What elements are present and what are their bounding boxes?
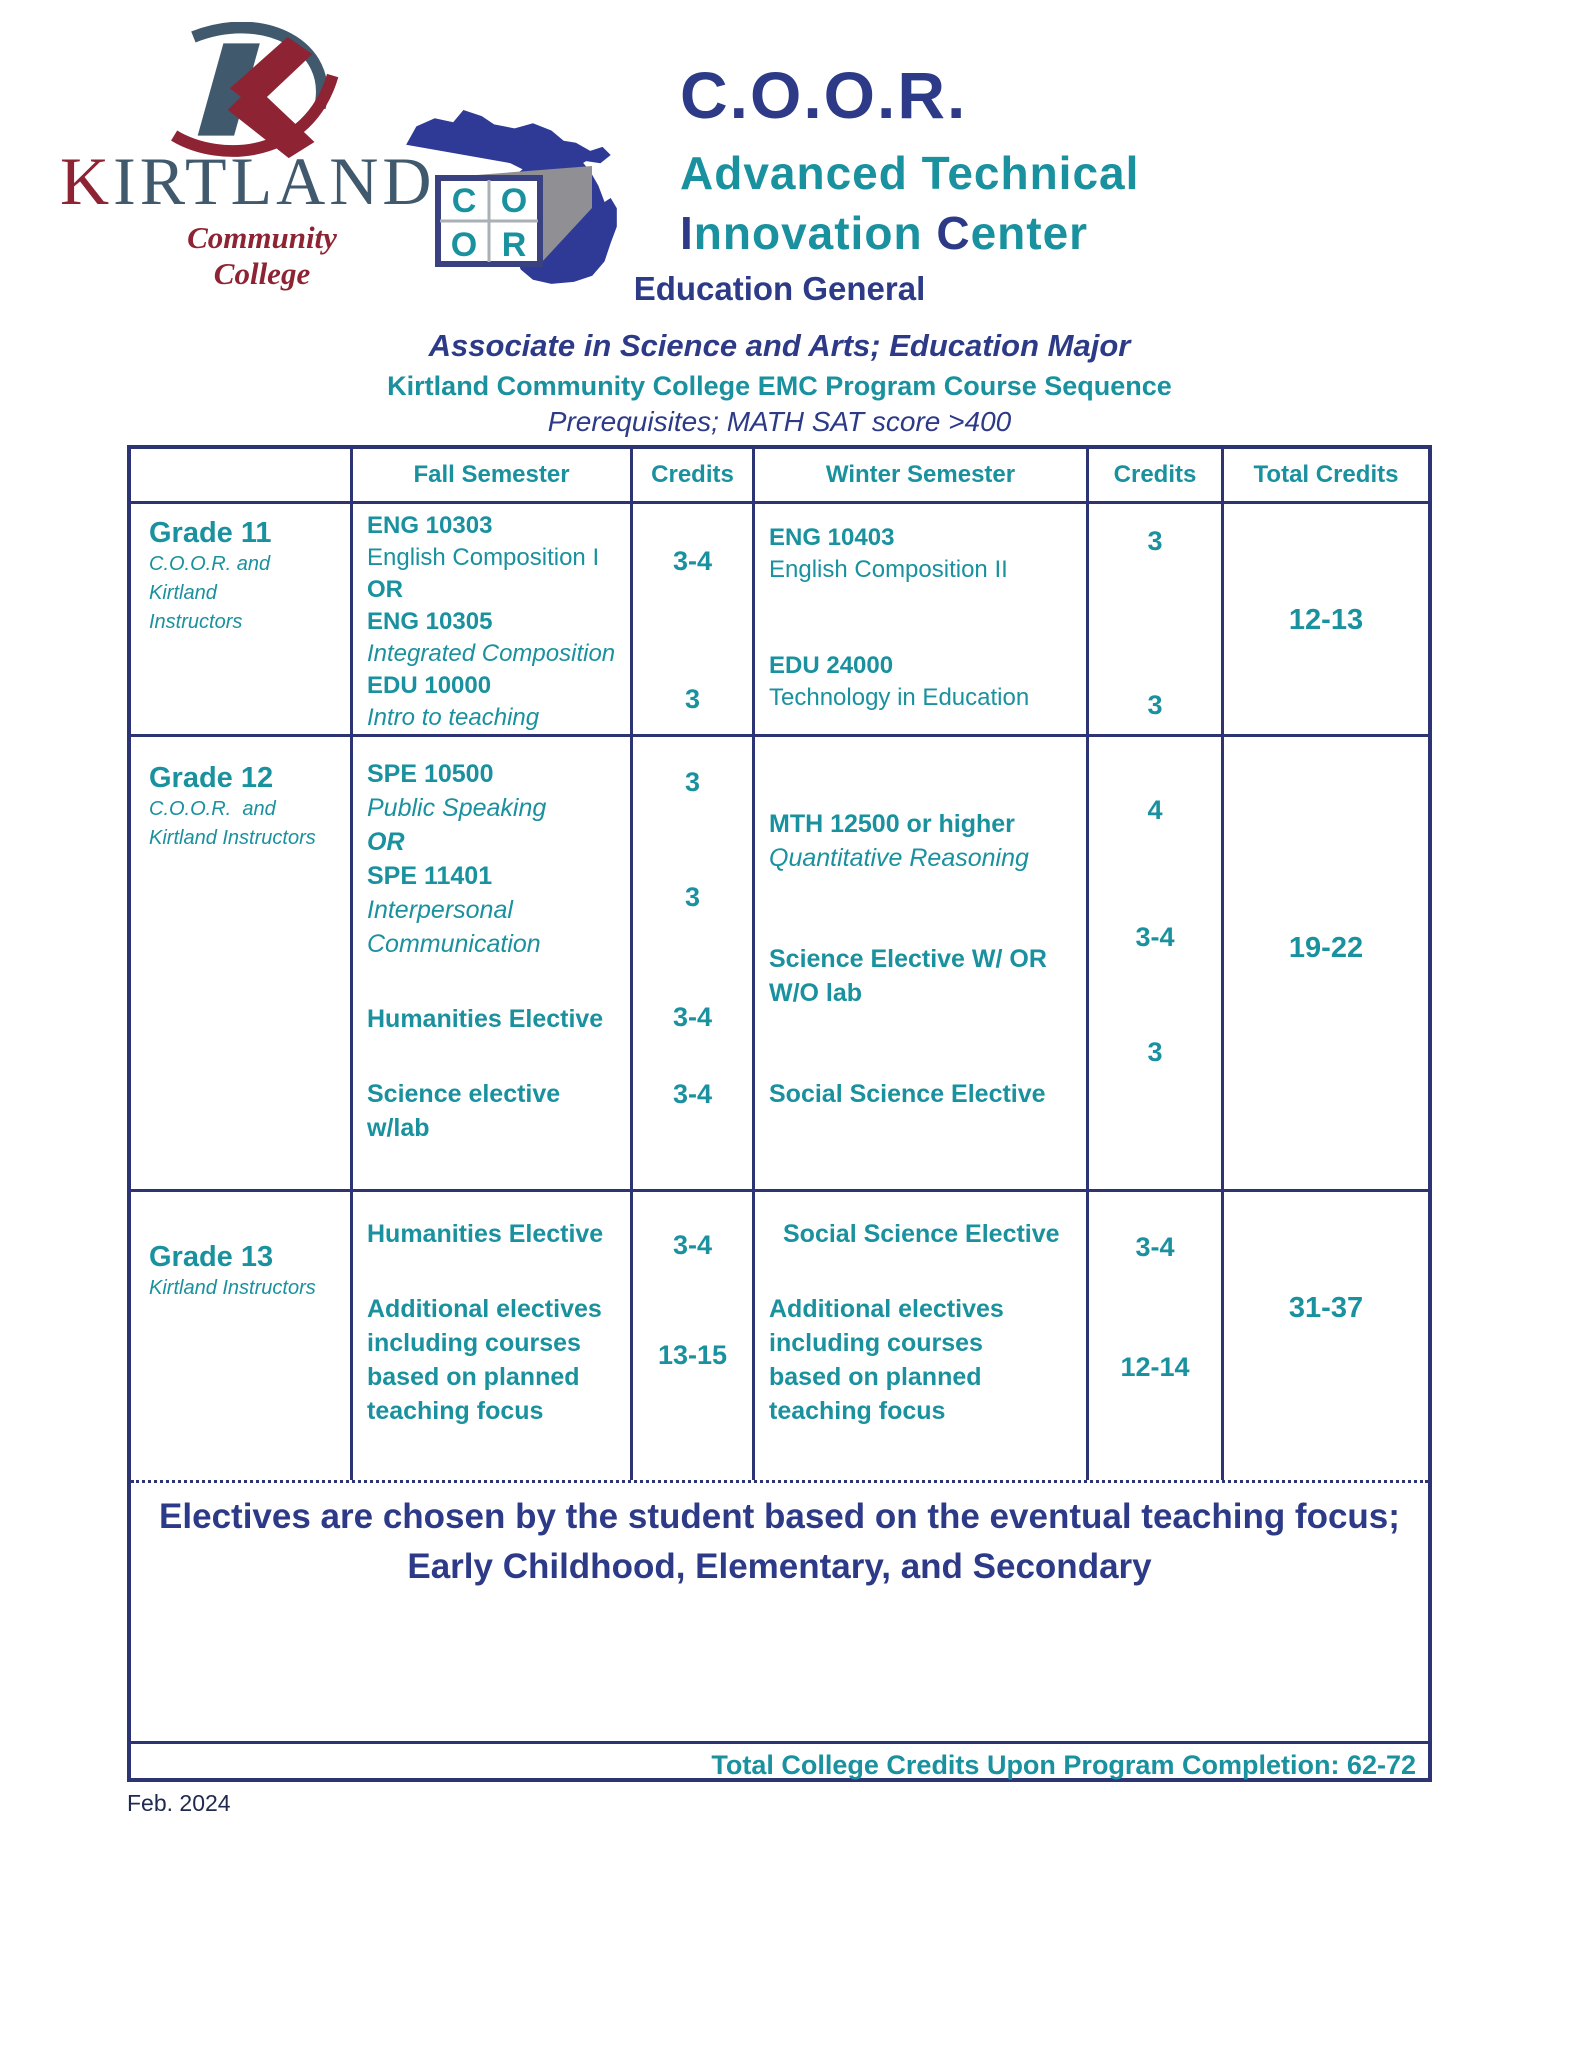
kirtland-logo: [30, 14, 460, 291]
course-title: including courses: [367, 1329, 581, 1357]
header-credits-winter: Credits: [1089, 449, 1224, 501]
document-date: Feb. 2024: [127, 1790, 231, 1816]
course-code: EDU 10000: [367, 672, 492, 699]
total-credits-value: 12-13: [1288, 604, 1364, 636]
course-code: SPE 11401: [367, 862, 493, 890]
program-total-row: [131, 1741, 1428, 1786]
header-winter-semester: Winter Semester: [755, 449, 1089, 501]
grade-12-winter-credits: [1089, 737, 1224, 1189]
course-title: based on planned: [367, 1363, 580, 1391]
course-code: ENG 10305: [367, 608, 493, 635]
grade-11-winter-courses: [755, 504, 1089, 734]
credit-value: 3: [1147, 526, 1163, 556]
table-header-row: [131, 449, 1428, 501]
sequence-subtitle: Kirtland Community College EMC Program Course Sequence: [387, 371, 1172, 401]
course-title: Additional electives: [367, 1295, 602, 1323]
credit-value: 3-4: [1135, 1232, 1175, 1262]
course-title: Science Elective W/ OR: [769, 945, 1047, 973]
kirtland-initial: K: [60, 143, 114, 219]
credit-value: 3-4: [672, 1079, 713, 1109]
title-segment: C: [936, 207, 971, 259]
course-title: Communication: [367, 930, 541, 958]
credit-value: 12-14: [1120, 1352, 1190, 1382]
course-title: W/O lab: [769, 979, 863, 1007]
header-credits-fall: Credits: [633, 449, 755, 501]
grade-13-cell: [131, 1192, 353, 1480]
electives-note-line1: Electives are chosen by the student based on the eventual teaching focus;: [159, 1497, 1400, 1536]
electives-note-row: [131, 1480, 1428, 1741]
course-title: Additional electives: [769, 1295, 1004, 1323]
course-title: w/lab: [367, 1114, 430, 1142]
credit-value: 3-4: [672, 1002, 713, 1032]
coor-cube-icon: [432, 162, 612, 274]
course-code: EDU 24000: [769, 652, 894, 679]
total-credits-value: 19-22: [1288, 932, 1364, 964]
course-title: Technology in Education: [769, 684, 1030, 711]
grade-12-fall-credits: [633, 737, 755, 1189]
kirtland-wordmark: [60, 142, 435, 221]
grade-instructors: C.O.O.R. and: [149, 797, 276, 820]
course-title: Social Science Elective: [783, 1220, 1060, 1248]
grade-instructors: Instructors: [149, 610, 243, 633]
header-grade-cell: [131, 449, 353, 501]
grade-11-winter-credits: [1089, 504, 1224, 734]
course-title: Quantitative Reasoning: [769, 844, 1029, 872]
grade-instructors: Kirtland Instructors: [149, 826, 316, 849]
course-title: including courses: [769, 1329, 983, 1357]
coor-logo: [400, 62, 690, 297]
grade-instructors: Kirtland Instructors: [149, 1276, 316, 1299]
course-title: Humanities Elective: [367, 1005, 604, 1033]
grade-label: Grade 11: [149, 517, 272, 549]
grade-11-cell: [131, 504, 353, 734]
grade-instructors: C.O.O.R. and Kirtland: [149, 552, 276, 604]
credit-value: 3: [1147, 1037, 1163, 1067]
cube-letter-o2: O: [450, 226, 478, 264]
or-separator: OR: [367, 576, 403, 603]
course-code: MTH 12500 or higher: [769, 810, 1015, 838]
course-title: Public Speaking: [367, 794, 547, 822]
course-title: teaching focus: [769, 1397, 946, 1425]
credit-value: 3: [1147, 690, 1163, 720]
course-title: Humanities Elective: [367, 1220, 604, 1248]
grade-11-total-credits: [1224, 504, 1428, 734]
course-title: Social Science Elective: [769, 1080, 1046, 1108]
program-total-label: Total College Credits Upon Program Completion: 62-72: [711, 1749, 1416, 1780]
course-title: Science elective: [367, 1080, 561, 1108]
grade-12-total-credits: [1224, 737, 1428, 1189]
title-block: [680, 58, 1240, 259]
grade-label: Grade 12: [149, 762, 274, 794]
course-code: ENG 10303: [367, 512, 493, 539]
kirtland-rest: IRTLAND: [113, 143, 436, 219]
coor-acronym-title: C.O.O.R.: [680, 58, 968, 132]
course-code: SPE 10500: [367, 760, 494, 788]
title-segment: I: [680, 207, 694, 259]
grade-13-total-credits: [1224, 1192, 1428, 1480]
course-title: Integrated Composition: [367, 640, 616, 667]
credit-value: 3: [684, 882, 701, 912]
grade-11-fall-credits: [633, 504, 755, 734]
grade-11-fall-courses: [353, 504, 633, 734]
grade-13-fall-courses: [353, 1192, 633, 1480]
course-title: Interpersonal: [367, 896, 513, 924]
grade-13-winter-courses: [755, 1192, 1089, 1480]
credit-value: 3-4: [1135, 922, 1175, 952]
title-innovation-center: [680, 207, 1240, 259]
course-title: English Composition I: [367, 544, 600, 571]
table-row-grade-12: [131, 734, 1428, 1189]
credit-value: 3: [684, 684, 701, 714]
grade-13-fall-credits: [633, 1192, 755, 1480]
header-total-credits: Total Credits: [1253, 461, 1399, 488]
grade-label: Grade 13: [149, 1241, 274, 1273]
credit-value: 3-4: [672, 546, 713, 576]
cube-letter-c: C: [451, 182, 477, 220]
title-segment: nnovation: [693, 207, 937, 259]
header-fall-semester: Fall Semester: [353, 449, 633, 501]
cube-letter-r: R: [501, 226, 527, 264]
electives-note-line2: Early Childhood, Elementary, and Secondary: [407, 1547, 1152, 1586]
course-title: Intro to teaching: [367, 704, 540, 731]
or-separator: OR: [367, 828, 405, 856]
program-title: Education General: [633, 270, 926, 307]
cube-letter-o1: O: [500, 182, 528, 220]
course-code: ENG 10403: [769, 524, 895, 551]
table-row-grade-13: [131, 1189, 1428, 1480]
total-credits-value: 31-37: [1288, 1292, 1364, 1324]
course-title: English Composition II: [769, 556, 1008, 583]
title-segment: enter: [970, 207, 1089, 259]
grade-12-winter-courses: [755, 737, 1089, 1189]
credit-value: 4: [1147, 795, 1163, 825]
table-row-grade-11: [131, 501, 1428, 734]
credit-value: 3-4: [672, 1230, 713, 1260]
grade-13-winter-credits: [1089, 1192, 1224, 1480]
course-title: teaching focus: [367, 1397, 544, 1425]
grade-12-cell: [131, 737, 353, 1189]
degree-subtitle: Associate in Science and Arts; Education Major: [428, 328, 1131, 363]
kirtland-tagline: Community College: [187, 220, 337, 291]
title-advanced-technical: Advanced Technical: [680, 147, 1140, 199]
credit-value: 3: [684, 767, 701, 797]
grade-12-fall-courses: [353, 737, 633, 1189]
course-sequence-table: [127, 445, 1432, 1782]
credit-value: 13-15: [657, 1340, 728, 1370]
course-title: based on planned: [769, 1363, 982, 1391]
prerequisites-line: Prerequisites; MATH SAT score >400: [547, 406, 1012, 437]
